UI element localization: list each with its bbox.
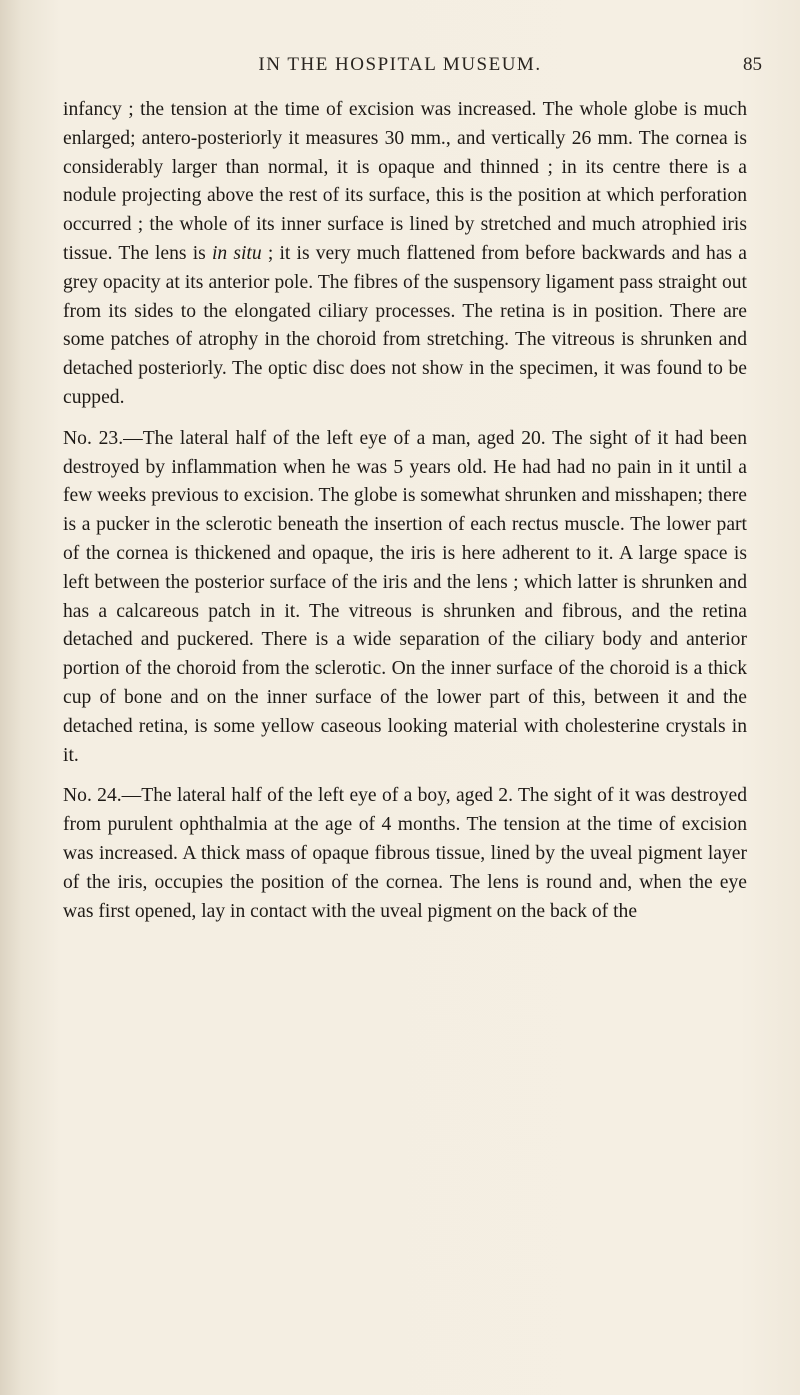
running-head: IN THE HOSPITAL MUSEUM. bbox=[258, 54, 542, 75]
paragraph-specimen-24 bbox=[63, 782, 747, 926]
text-segment: No. 24.—The lateral half of the left eye of a boy, aged 2. The sight of it was destroyed from purulent ophthalmia at the age of 4 months. The tension at the time of excision was increased. A thick mass of opaque fibrous tissue, lined by the uveal pigment layer of the iris, occupies the position of the cornea. The lens is round and, when the eye was first opened, lay in contact with the uveal pigment on the back of the bbox=[63, 785, 747, 922]
page-number: 85 bbox=[743, 54, 762, 75]
paragraph-specimen-23 bbox=[63, 425, 747, 771]
text-segment: No. 23.—The lateral half of the left eye of a man, aged 20. The sight of it had been destroyed by inflammation when he was 5 years old. He had had no pain in it until a few weeks previous to excision. The globe is somewhat shrunken and misshapen; there is a pucker in the sclerotic beneath the insertion of each rectus muscle. The lower part of the cornea is thickened and opaque, the iris is here adherent to it. A large space is left between the posterior surface of the iris and the lens ; which latter is shrunken and has a calcareous patch in it. The vitreous is shrunken and fibrous, and the retina detached and puckered. There is a wide separation of the ciliary body and anterior portion of the choroid from the sclerotic. On the inner surface of the choroid is a thick cup of bone and on the inner surface of the lower part of this, between it and the detached retina, is some yellow caseous looking material with cholesterine crystals in it. bbox=[63, 427, 747, 766]
text-segment: ; it is very much flattened from before backwards and has a grey opacity at its anterior pole. The fibres of the suspensory ligament pass straight out from its sides to the elongated ciliary processes. The retina is in position. There are some patches of atrophy in the choroid from stretching. The vitreous is shrunken and detached posteriorly. The optic disc does not show in the specimen, it was found to be cupped. bbox=[63, 242, 748, 408]
page-header bbox=[0, 54, 800, 82]
paragraph-continuation bbox=[63, 96, 747, 413]
body-text bbox=[63, 96, 747, 938]
italic-text-segment: in situ bbox=[211, 242, 262, 264]
text-segment: infancy ; the tension at the time of excision was increased. The whole globe is much enlarged; antero-posteriorly it measures 30 mm., and vertically 26 mm. The cornea is considerably larger than normal, it is opaque and thinned ; in its centre there is a nodule projecting above the rest of its surface, this is the position at which perforation occurred ; the whole of its inner surface is lined by stretched and much atrophied iris tissue. The lens is bbox=[63, 99, 747, 264]
